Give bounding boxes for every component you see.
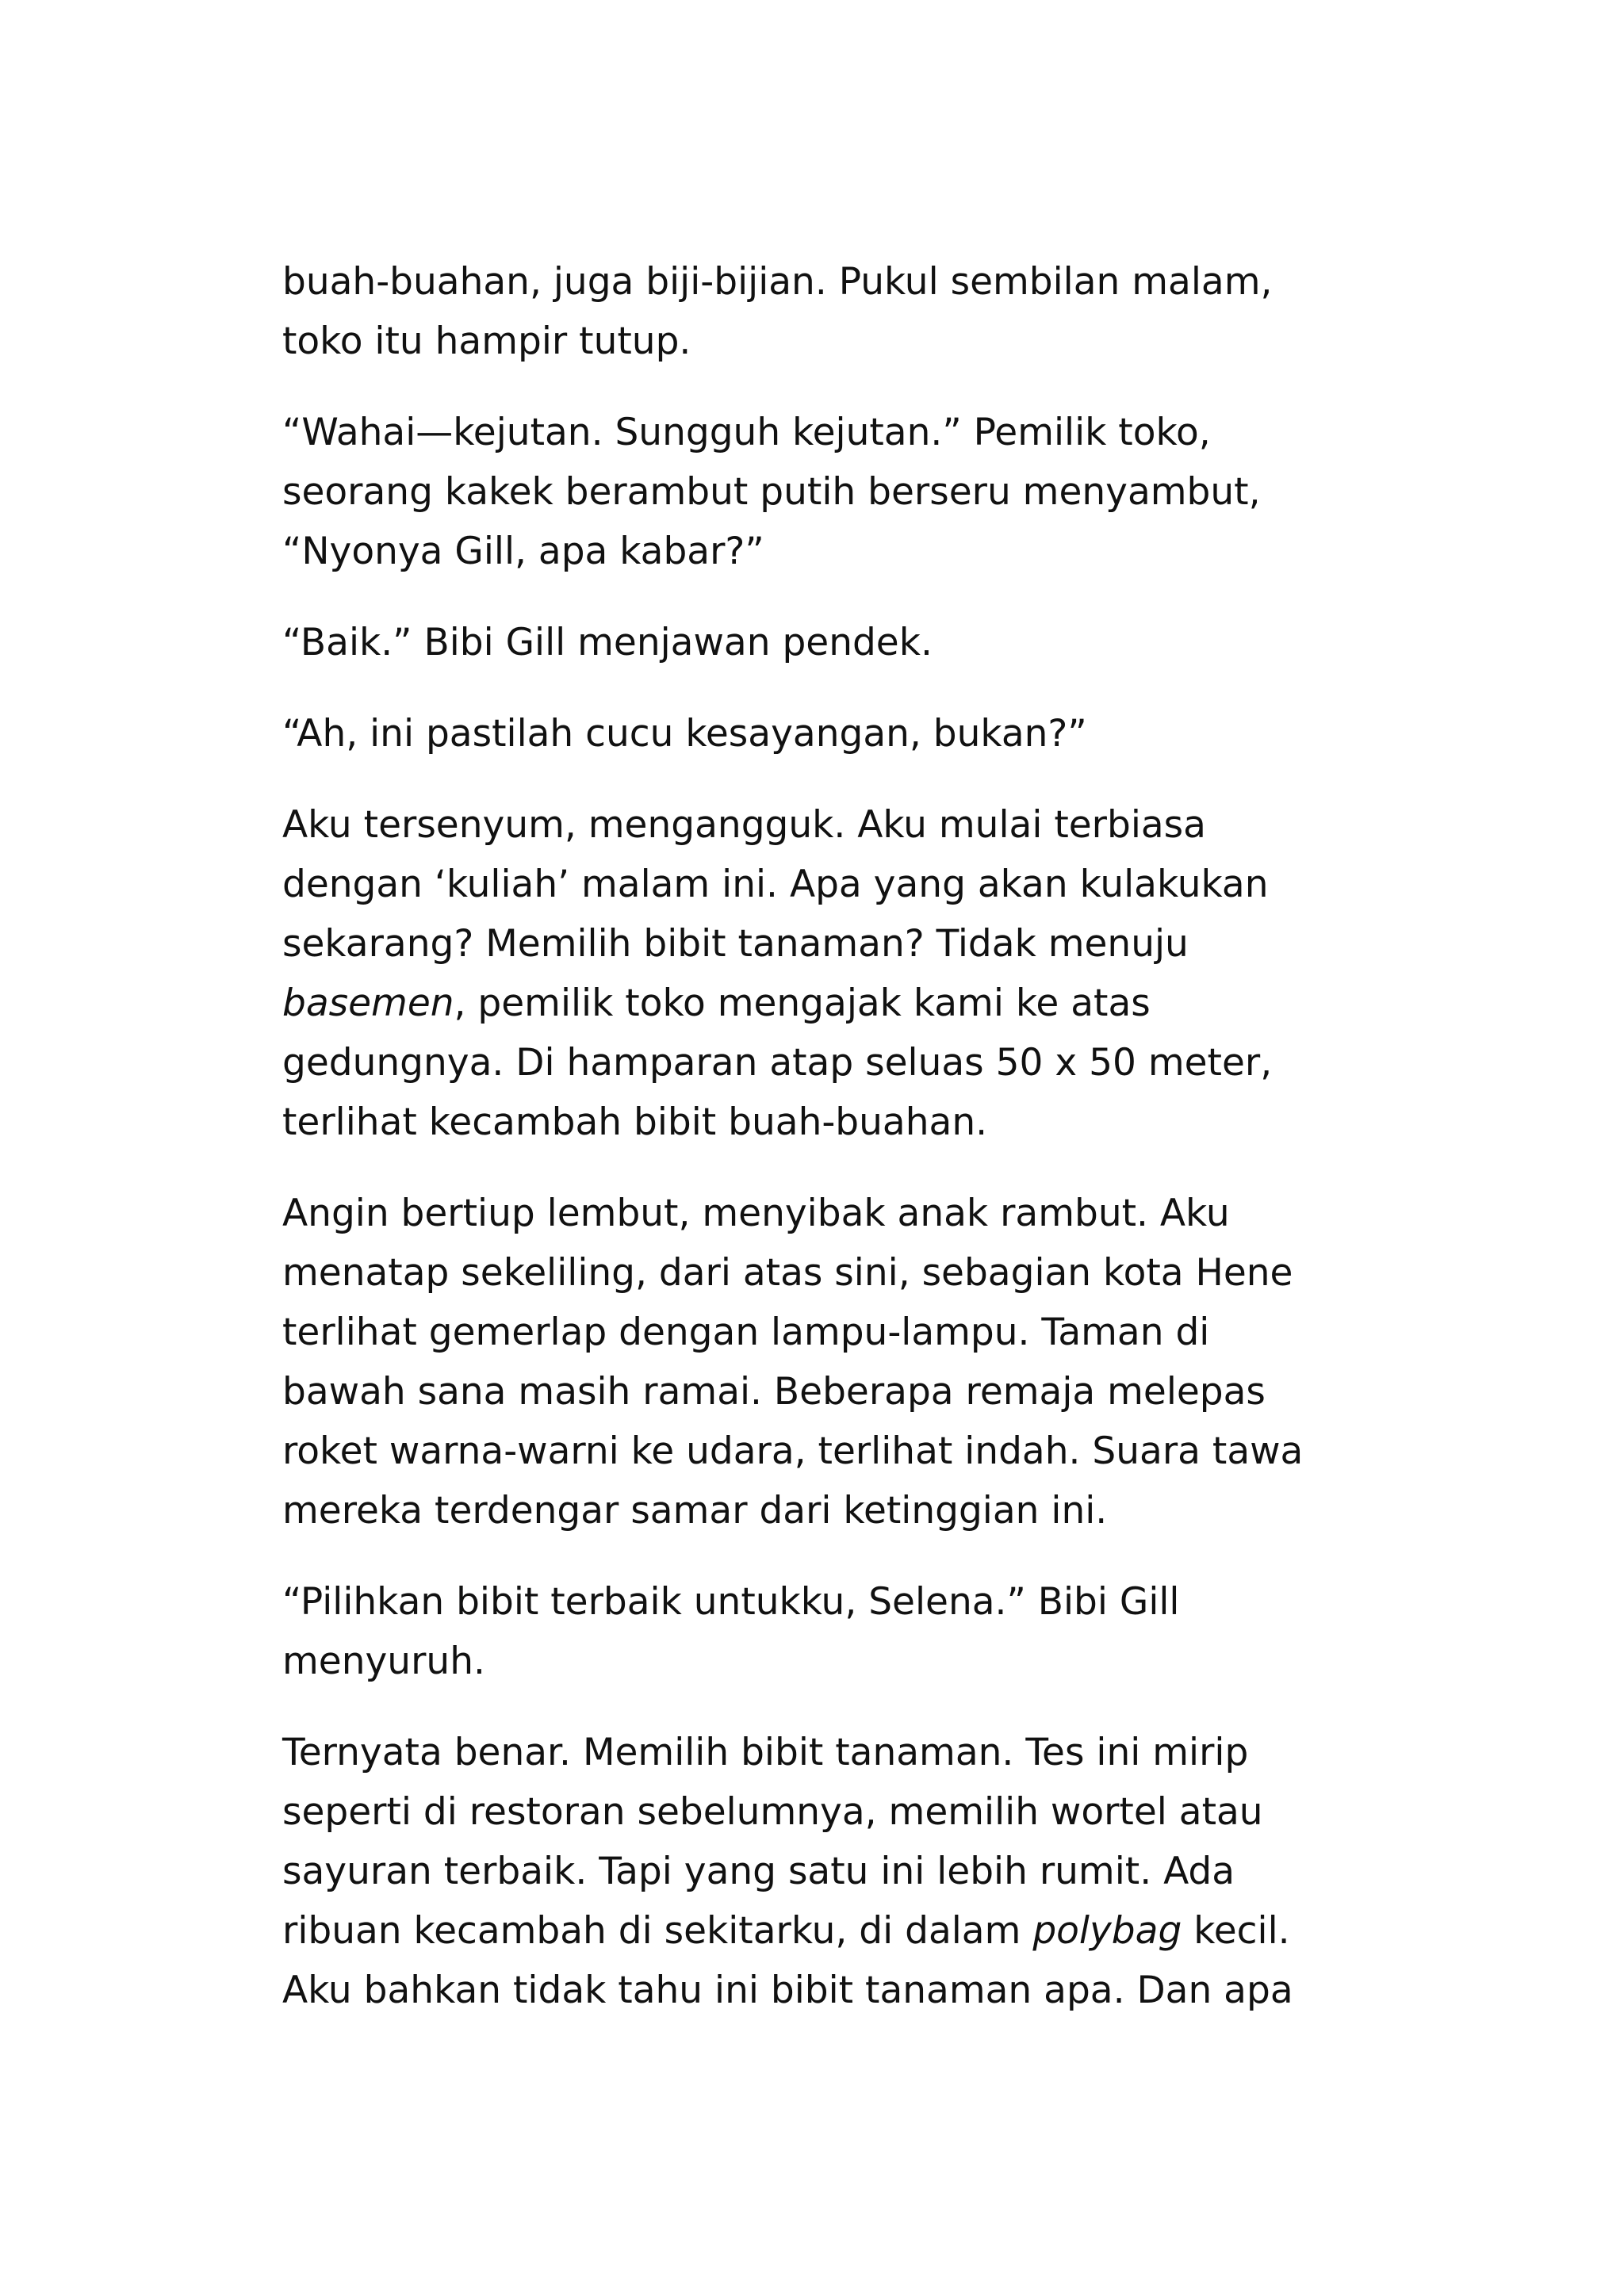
italic-word: polybag: [1032, 1909, 1182, 1953]
text-line: seorang kakek berambut putih berseru menyambut,: [282, 470, 1261, 514]
line-remainder: , pemilik toko mengajak kami ke atas: [454, 982, 1151, 1025]
text-line: “Wahai—kejutan. Sungguh kejutan.” Pemilik toko,: [282, 411, 1211, 454]
text-line: “Ah, ini pastilah cucu kesayangan, bukan?”: [282, 712, 1087, 756]
text-line: “Baik.” Bibi Gill menjawan pendek.: [282, 621, 933, 664]
paragraph-4: [282, 704, 1361, 763]
paragraph-3: [282, 613, 1361, 672]
italic-word: basemen: [282, 982, 454, 1025]
paragraph-8: [282, 1723, 1361, 2020]
paragraph-2: [282, 403, 1361, 581]
text-line: “Nyonya Gill, apa kabar?”: [282, 530, 764, 573]
paragraph-7: [282, 1572, 1361, 1691]
text-line: seperti di restoran sebelumnya, memilih wortel atau: [282, 1790, 1263, 1834]
text-line: dengan ‘kuliah’ malam ini. Apa yang akan kulakukan: [282, 863, 1269, 906]
text-line: Aku tersenyum, mengangguk. Aku mulai terbiasa: [282, 803, 1206, 847]
line-remainder: kecil.: [1182, 1909, 1290, 1953]
text-line: [282, 1901, 1361, 1961]
text-line: gedungnya. Di hamparan atap seluas 50 x 50 meter,: [282, 1041, 1273, 1085]
text-line: sayuran terbaik. Tapi yang satu ini lebih rumit. Ada: [282, 1850, 1235, 1893]
text-line: roket warna-warni ke udara, terlihat indah. Suara tawa: [282, 1429, 1304, 1473]
text-line: mereka terdengar samar dari ketinggian ini.: [282, 1489, 1108, 1533]
text-line: Ternyata benar. Memilih bibit tanaman. Tes ini mirip: [282, 1731, 1249, 1774]
text-line: “Pilihkan bibit terbaik untukku, Selena.” Bibi Gill: [282, 1580, 1180, 1624]
text-line: terlihat gemerlap dengan lampu-lampu. Taman di: [282, 1311, 1210, 1354]
text-line: toko itu hampir tutup.: [282, 320, 691, 363]
text-line: Angin bertiup lembut, menyibak anak rambut. Aku: [282, 1192, 1230, 1235]
text-line: menatap sekeliling, dari atas sini, sebagian kota Hene: [282, 1251, 1293, 1295]
text-line: sekarang? Memilih bibit tanaman? Tidak menuju: [282, 922, 1189, 966]
text-line: bawah sana masih ramai. Beberapa remaja melepas: [282, 1370, 1266, 1414]
line-start: ribuan kecambah di sekitarku, di dalam: [282, 1909, 1033, 1953]
body-text: [282, 252, 1361, 2052]
paragraph-6: [282, 1184, 1361, 1540]
paragraph-5: [282, 795, 1361, 1152]
text-line: terlihat kecambah bibit buah-buahan.: [282, 1100, 988, 1144]
text-line: menyuruh.: [282, 1640, 485, 1683]
text-line: buah-buahan, juga biji-bijian. Pukul sembilan malam,: [282, 260, 1273, 304]
text-line: Aku bahkan tidak tahu ini bibit tanaman apa. Dan apa: [282, 1969, 1293, 2012]
text-line: [282, 974, 1361, 1033]
paragraph-1: [282, 252, 1361, 371]
